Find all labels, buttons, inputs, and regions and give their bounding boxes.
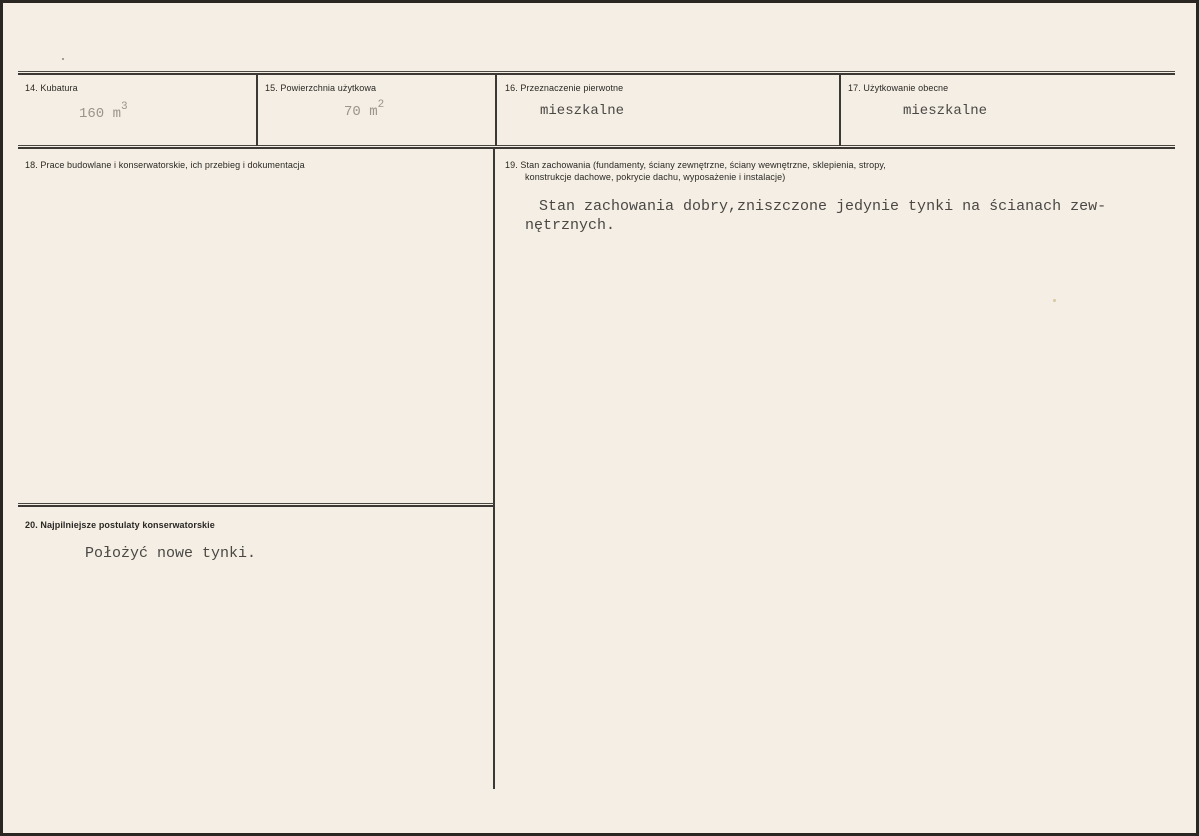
field-14-label: 14. Kubatura xyxy=(25,83,78,93)
row1-rule xyxy=(18,145,1175,149)
divider-16-17 xyxy=(839,74,841,146)
divider-14-15 xyxy=(256,74,258,146)
section-18-20-rule xyxy=(18,503,494,507)
field-16-label: 16. Przeznaczenie pierwotne xyxy=(505,83,624,93)
field-19-label-line2: konstrukcje dachowe, pokrycie dachu, wyposażenie i instalacje) xyxy=(525,172,786,182)
field-20-value: Położyć nowe tynki. xyxy=(85,545,257,562)
divider-main xyxy=(493,148,495,789)
field-17-label: 17. Użytkowanie obecne xyxy=(848,83,949,93)
field-17-value: mieszkalne xyxy=(903,103,988,119)
field-19-label-line1: 19. Stan zachowania (fundamenty, ściany zewnętrzne, ściany wewnętrzne, sklepienia, stropy, xyxy=(505,160,886,170)
paper-speck xyxy=(62,58,64,60)
field-16-value: mieszkalne xyxy=(540,103,625,119)
divider-15-16 xyxy=(495,74,497,146)
top-rule xyxy=(18,71,1175,75)
field-15-exponent: 2 xyxy=(377,99,385,111)
field-15-number: 70 m xyxy=(344,104,378,120)
field-14-exponent: 3 xyxy=(121,101,128,113)
field-15-label: 15. Powierzchnia użytkowa xyxy=(265,83,377,93)
field-19-text-line1: Stan zachowania dobry,zniszczone jedynie tynki na ścianach zew- xyxy=(539,198,1107,215)
field-19-text-line2: nętrznych. xyxy=(525,217,616,234)
field-14-value xyxy=(79,101,128,122)
field-15-value xyxy=(344,99,384,120)
field-18-label: 18. Prace budowlane i konserwatorskie, ich przebieg i dokumentacja xyxy=(25,160,305,170)
field-20-label: 20. Najpilniejsze postulaty konserwatorskie xyxy=(25,520,215,530)
field-14-number: 160 m xyxy=(79,106,122,122)
paper-speck xyxy=(1053,299,1056,302)
